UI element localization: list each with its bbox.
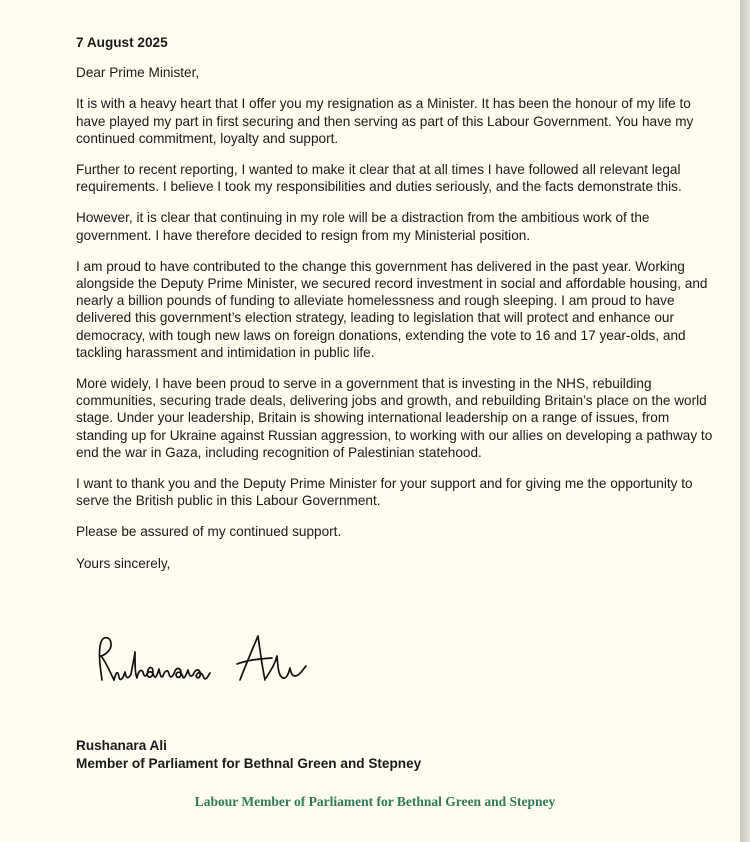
letter-body — [76, 34, 716, 572]
paragraph-reporting: Further to recent reporting, I wanted to make it clear that at all times I have followed all relevant legal requirements. I believe I took my responsibilities and duties seriously, and the facts demonstrate this. — [76, 162, 682, 195]
paragraph-distraction: However, it is clear that continuing in my role will be a distraction from the ambitious work of the government. I have therefore decided to resign from my Ministerial position. — [76, 210, 650, 243]
signoff: Yours sincerely, — [76, 555, 171, 571]
paragraph-government: More widely, I have been proud to serve in a government that is investing in the NHS, rebuilding communities, securing trade deals, delivering jobs and growth, and rebuilding Britain’s place on the world stage. Under your leadership, Britain is showing international leadership on a range of issues, from standing up for Ukraine against Russian aggression, to working with our allies on developing a pathway to end the war in Gaza, including recognition of Palestinian statehood. — [76, 376, 713, 460]
paragraph-resignation: It is with a heavy heart that I offer you my resignation as a Minister. It has been the honour of my life to have played my part in first securing and then serving as part of this Labour Government. You have my continued commitment, loyalty and support. — [76, 96, 694, 146]
signer-title: Member of Parliament for Bethnal Green and Stepney — [76, 756, 422, 771]
paragraph-thanks: I want to thank you and the Deputy Prime Minister for your support and for giving me the opportunity to serve the British public in this Labour Government. — [76, 476, 693, 509]
paragraph-achievements: I am proud to have contributed to the change this government has delivered in the past year. Working alongside the Deputy Prime Minister, we secured record investment in social and affordable housing, and nearly a billion pounds of funding to alleviate homelessness and rough sleeping. I am proud to have delivered this government’s election strategy, leading to legislation that will protect and enhance our democracy, with tough new laws on foreign donations, extending the vote to 16 and 17 year-olds, and tackling harassment and intimidation in public life. — [76, 258, 708, 360]
signature — [90, 622, 320, 697]
paragraph-support: Please be assured of my continued support. — [76, 524, 342, 540]
letter-date: 7 August 2025 — [76, 35, 168, 50]
salutation: Dear Prime Minister, — [76, 65, 200, 81]
page-edge — [740, 0, 750, 842]
signer-block — [76, 737, 421, 773]
signer-name: Rushanara Ali — [76, 738, 167, 753]
letterhead-footer: Labour Member of Parliament for Bethnal Green and Stepney — [194, 794, 556, 809]
